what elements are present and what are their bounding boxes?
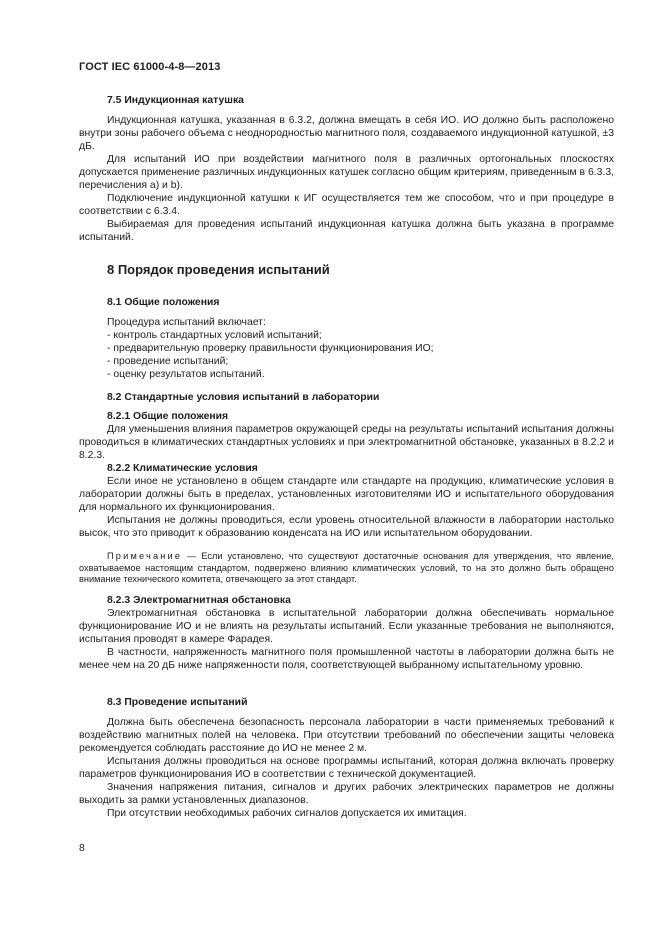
- section-8-1: [79, 296, 614, 381]
- section-8-2-1-title: 8.2.1 Общие положения: [107, 411, 229, 422]
- section-8-3-paragraph-2: Испытания должны проводиться на основе программы испытаний, которая должна включать проверку параметров функционирования ИО в соответствии с технической документацией.: [79, 756, 614, 780]
- section-8-3: [79, 696, 614, 820]
- section-8-2: [79, 391, 614, 540]
- section-8-2-3: [79, 594, 614, 672]
- section-8-1-title: 8.1 Общие положения: [107, 297, 220, 308]
- section-8-2-3-title: 8.2.3 Электромагнитная обстановка: [107, 595, 291, 606]
- section-8-title: 8 Порядок проведения испытаний: [107, 262, 330, 277]
- page-number: 8: [79, 843, 85, 854]
- note-label: Примечание: [107, 551, 183, 561]
- list-item: - оценку результатов испытаний.: [107, 369, 265, 380]
- section-7-5: [79, 94, 614, 244]
- section-8-2-2-paragraph-1: Если иное не установлено в общем стандарте или стандарте на продукцию, климатические условия в лаборатории должны быть в пределах, установленных изготовителями ИО и испытательного оборудования для нормального их функционирования.: [79, 476, 614, 513]
- section-8-3-paragraph-3: Значения напряжения питания, сигналов и других рабочих электрических параметров не должны выходить за рамки установленных диапазонов.: [79, 782, 614, 806]
- document-header: ГОСТ IEC 61000-4-8—2013: [79, 61, 221, 73]
- section-8-2-2-title: 8.2.2 Климатические условия: [107, 463, 258, 474]
- note-text: — Если установлено, что существуют достаточные основания для утверждения, что явление, охватываемое настоящим стандартом, подвержено влиянию климатических условий, то на это должно быть обращено внимание технического комитета, отвечающего за этот стандарт.: [79, 551, 614, 585]
- section-8-3-paragraph-4: При отсутствии необходимых рабочих сигналов допускается их имитация.: [107, 808, 467, 819]
- section-8-2-3-paragraph-2: В частности, напряженность магнитного поля промышленной частоты в лаборатории должна быть не менее чем на 20 дБ ниже напряженности поля, соответствующей выбранному испытательному уровню.: [79, 647, 614, 671]
- list-item: - контроль стандартных условий испытаний;: [107, 330, 322, 341]
- section-7-5-paragraph-4: Выбираемая для проведения испытаний индукционная катушка должна быть указана в программе испытаний.: [79, 219, 614, 243]
- section-7-5-paragraph-2: Для испытаний ИО при воздействии магнитного поля в различных ортогональных плоскостях допускается применение различных индукционных катушек согласно общим критериям, приведенным в 6.3.3, перечисления a) и b).: [79, 154, 614, 191]
- section-7-5-title: 7.5 Индукционная катушка: [107, 95, 244, 106]
- section-7-5-paragraph-3: Подключение индукционной катушки к ИГ осуществляется тем же способом, что и при процедуре в соответствии с 6.3.4.: [79, 193, 614, 217]
- list-item: - проведение испытаний;: [107, 356, 229, 367]
- section-8-2-title: 8.2 Стандартные условия испытаний в лаборатории: [107, 392, 380, 403]
- section-8-3-title: 8.3 Проведение испытаний: [107, 697, 248, 708]
- note-block: [79, 551, 614, 586]
- section-7-5-paragraph-1: Индукционная катушка, указанная в 6.3.2, должна вмещать в себя ИО. ИО должно быть расположено внутри зоны рабочего объема с неоднородностью магнитного поля, создаваемого индукционной катушкой, ±3 дБ.: [79, 115, 614, 152]
- section-8-1-intro: Процедура испытаний включает:: [107, 317, 266, 328]
- section-8-2-2-paragraph-2: Испытания не должны проводиться, если уровень относительной влажности в лаборатории настолько высок, что это приводит к образованию конденсата на ИО или испытательном оборудовании.: [79, 515, 614, 539]
- section-8-2-1-paragraph: Для уменьшения влияния параметров окружающей среды на результаты испытаний испытания должны проводиться в климатических стандартных условиях и при электромагнитной обстановке, указанных в 8.2.2 и 8.2.3.: [79, 424, 614, 461]
- section-8-2-3-paragraph-1: Электромагнитная обстановка в испытательной лаборатории должна обеспечивать нормальное функционирование ИО и не влиять на результаты испытаний. Если указанные требования не выполняются, испытания проводят в камере Фарадея.: [79, 608, 614, 645]
- list-item: - предварительную проверку правильности функционирования ИО;: [107, 343, 434, 354]
- section-8-3-paragraph-1: Должна быть обеспечена безопасность персонала лаборатории в части применяемых требований к воздействию магнитных полей на человека. При отсутствии требований по обеспечении защиты человека рекомендуется соблюдать расстояние до ИО не менее 2 м.: [79, 717, 614, 754]
